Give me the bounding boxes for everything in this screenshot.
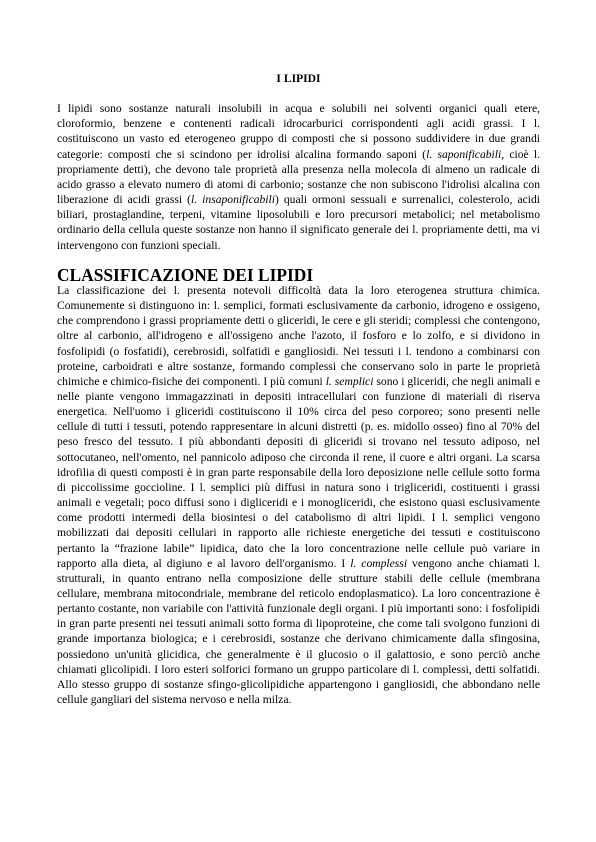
document-page xyxy=(57,71,540,707)
intro-text-2: , cioè l. propriamente detti), che devono tale proprietà alla presenza nella molecola di almeno un radicale di acido grasso a elevato numero di atomi di carbonio; sostanze che non subiscono l'idrolisi alcalina con liberazione di acidi grassi ( xyxy=(57,147,541,207)
body-text-1: La classificazione dei l. presenta notevoli difficoltà data la loro eterogenea struttura chimica. Comunemente si distinguono in: l. semplici, formati esclusivamente da carbonio, idrogeno e ossigeno, che comprendono i grassi propriamente detti o gliceridi, le cere e gli steridi; complessi che contengono, oltre al carbonio, all'idrogeno e all'ossigeno anche l'azoto, il fosforo e lo zolfo, e si dividono in fosfolipidi (o fosfatidi), cerebrosidi, solfatidi e gangliosidi. Nei tessuti i l. tendono a combinarsi con proteine, carboidrati e altre sostanze, formando complessi che conservano solo in parte le proprietà chimiche e chimico-fisiche dei componenti. I più comuni xyxy=(57,283,540,388)
body-text-2: sono i gliceridi, che negli animali e nelle piante vengono immagazzinati in depositi intracellulari con funzione di materiali di riserva energetica. Nell'uomo i gliceridi costituiscono il 10% circa del peso corporeo; sono presenti nelle cellule di tutti i tessuti, potendo rappresentare in alcuni distretti (p. es. midollo osseo) fino al 70% del peso fresco del tessuto. I più abbondanti depositi di gliceridi si trovano nel tessuto adiposo, nel sottocutaneo, nell'omento, nel pannicolo adiposo che circonda il rene, il cuore e altri organi. La scarsa idrofilia di questi composti è in gran parte responsabile della loro deposizione nelle cellule sotto forma di piccolissime goccioline. I l. semplici più diffusi in natura sono i trigliceridi, costituenti i grassi animali e vegetali; poco diffusi sono i digliceridi e i monogliceridi, che esistono quasi esclusivamente come prodotti intermedi della biosintesi o del catabolismo di altri lipidi. I l. semplici vengono mobilizzati dai depositi cellulari in rapporto alle richieste energetiche dei tessuti e costituiscono pertanto la “frazione labile” lipidica, dato che la loro concentrazione nelle cellule può variare in rapporto alla dieta, al digiuno e al lavoro dell'organismo. I xyxy=(57,374,540,570)
intro-text-3: ) quali ormoni sessuali e surrenalici, colesterolo, acidi biliari, prostaglandine, terpeni, vitamine liposolubili e loro precursori metabolici; nel metabolismo ordinario della cellula queste sostanze non hanno il significato generale dei l. propriamente detti, ma vi intervengono con funzioni speciali. xyxy=(57,193,540,252)
term-semplici: l. semplici xyxy=(325,374,374,388)
document-title: I LIPIDI xyxy=(276,72,321,85)
section-heading: CLASSIFICAZIONE DEI LIPIDI xyxy=(57,264,314,285)
term-saponificabili: l. saponificabili xyxy=(426,147,502,161)
term-insaponificabili: l. insaponificabili xyxy=(191,193,275,207)
term-complessi: l. complessi xyxy=(350,556,408,570)
body-text-3: vengono anche chiamati l. strutturali, in quanto entrano nella composizione delle strutture stabili delle cellule (membrana cellulare, membrana mitocondriale, membrane del reticolo endoplasmatico). La loro concentrazione è pertanto costante, non variabile con l'attività funzionale degli organi. I più importanti sono: i fosfolipidi in gran parte presenti nei tessuti animali sotto forma di lipoproteine, che come tali svolgono funzioni di grande importanza biologica; e i cerebrosidi, sostanze che derivano chimicamente dalla sfingosina, possiedono un'unità glicidica, che generalmente è il glucosio o il galattosio, e sono perciò anche chiamati glicolipidi. I loro esteri solforici formano un gruppo particolare di l. complessi, detti solfatidi. Allo stesso gruppo di sostanze sfingo-glicolipidiche appartengono i gangliosidi, che abbondano nelle cellule gangliari del sistema nervoso e nella milza. xyxy=(57,556,540,707)
intro-text-1: I lipidi sono sostanze naturali insolubili in acqua e solubili nei solventi organici quali etere, cloroformio, benzene e contenenti radicali idrocarburici corrispondenti agli acidi grassi. I l. costituiscono un vasto ed eterogeneo gruppo di composti che si possono suddividere in due grandi categorie: composti che si scindono per idrolisi alcalina formando saponi ( xyxy=(57,102,540,161)
intro-paragraph xyxy=(57,101,540,253)
classification-paragraph xyxy=(57,283,540,707)
